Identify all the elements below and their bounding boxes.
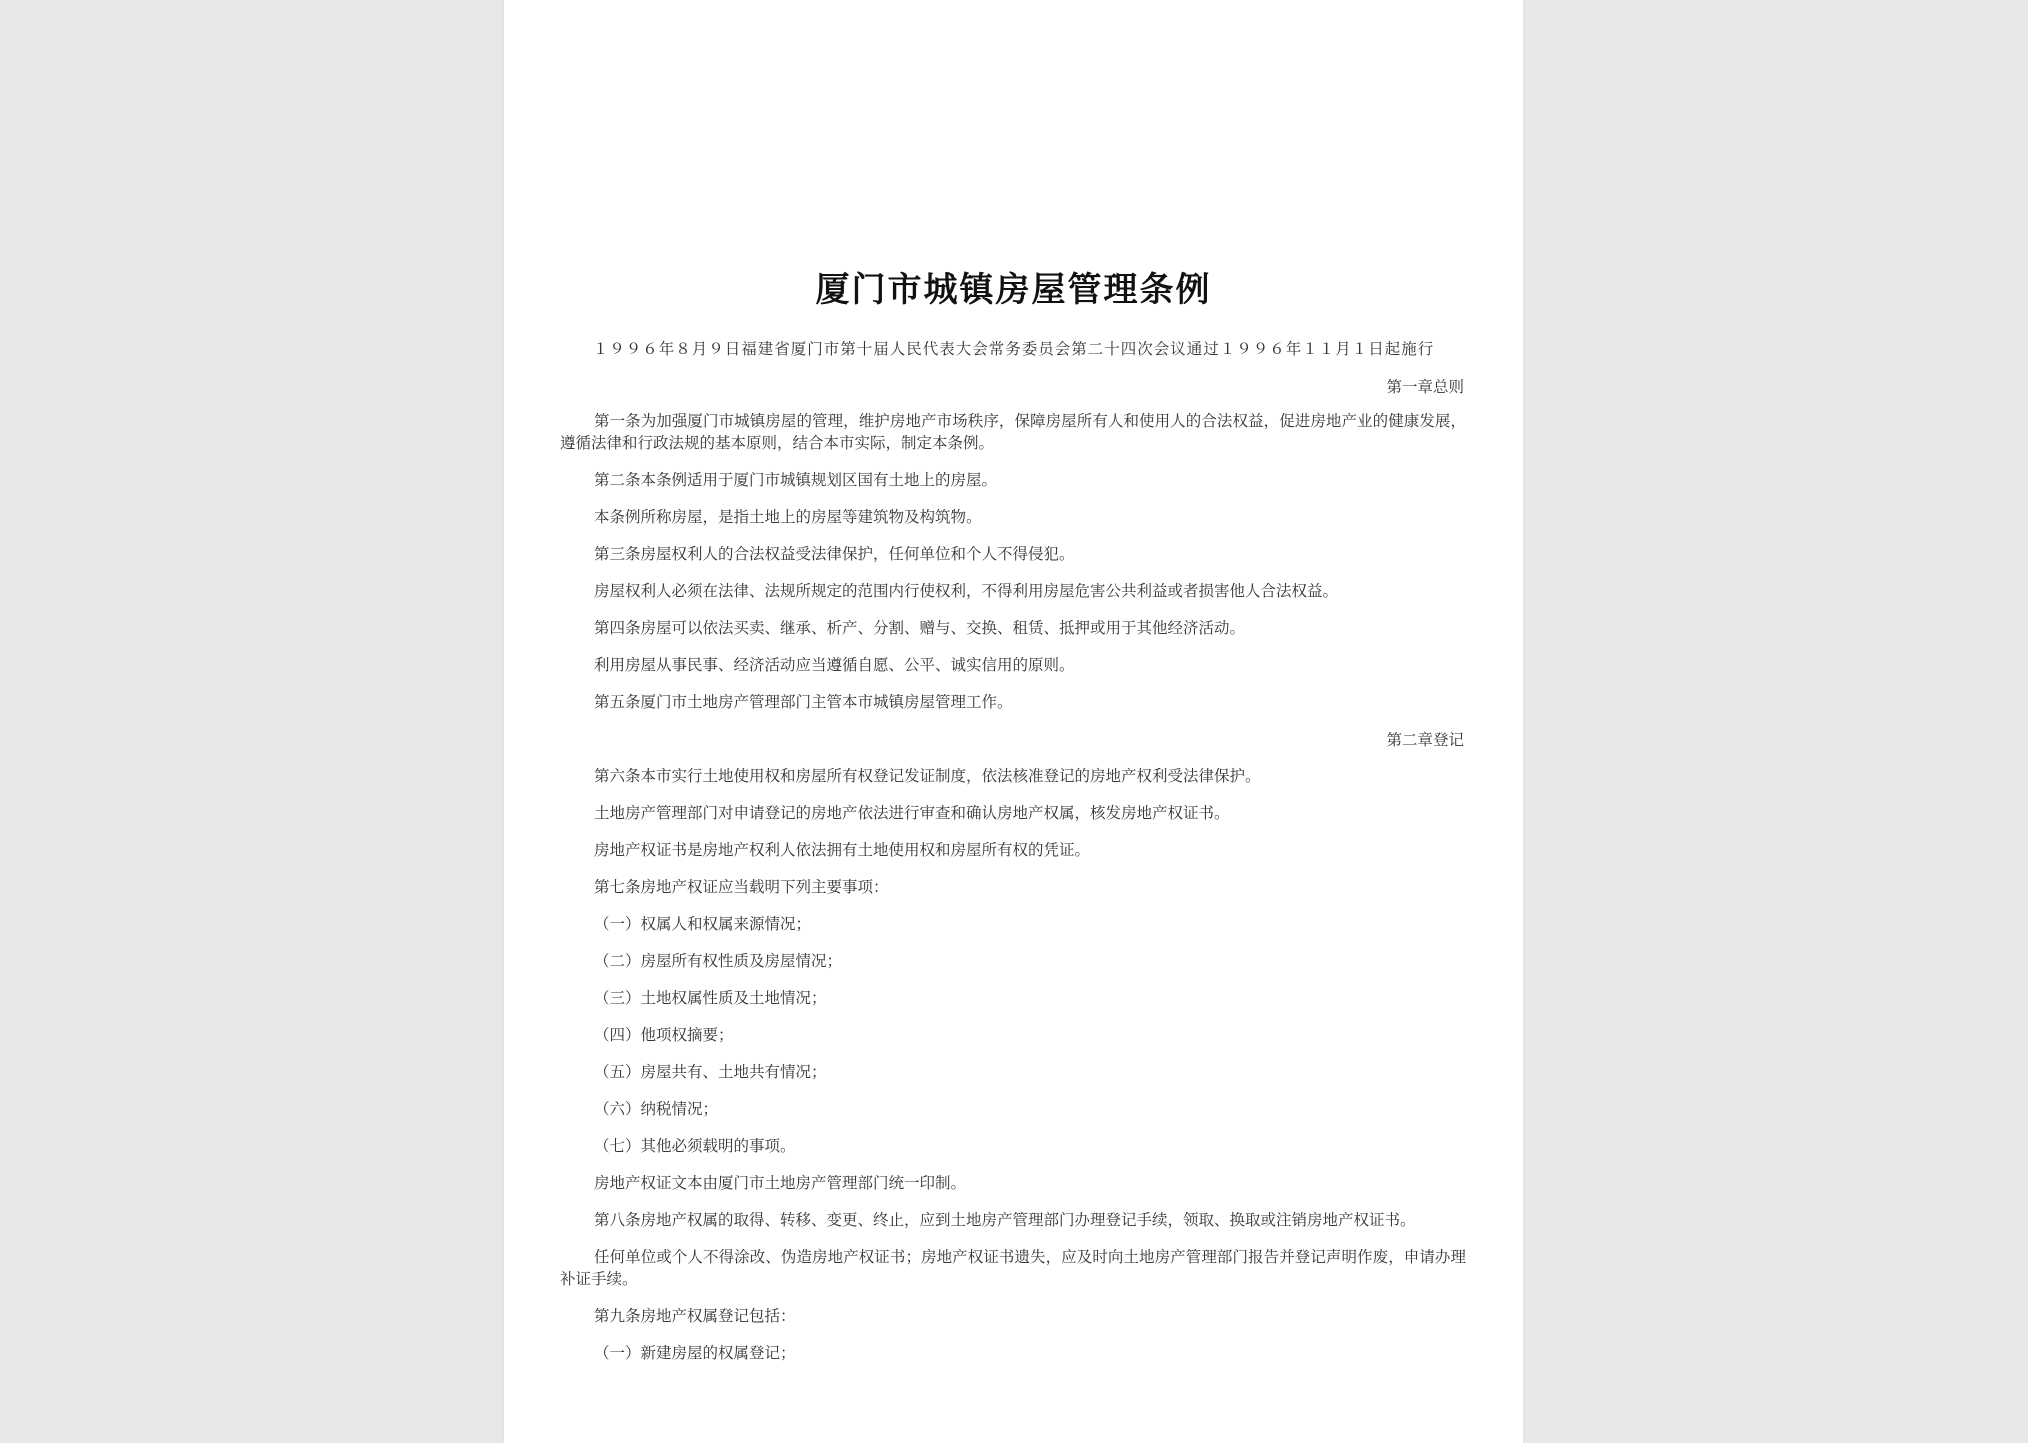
paragraph: 第七条房地产权证应当载明下列主要事项： <box>594 878 889 896</box>
list-item: （一）新建房屋的权属登记； <box>594 1344 796 1362</box>
paragraph: 第八条房地产权属的取得、转移、变更、终止，应到土地房产管理部门办理登记手续，领取、换取或注销房地产权证书。 <box>594 1211 1416 1229</box>
paragraph: 第四条房屋可以依法买卖、继承、析产、分割、赠与、交换、租赁、抵押或用于其他经济活动。 <box>594 619 1246 637</box>
paragraph: 房屋权利人必须在法律、法规所规定的范围内行使权利，不得利用房屋危害公共利益或者损害他人合法权益。 <box>594 582 1339 600</box>
chapter-heading-1: 第一章总则 <box>1386 378 1464 396</box>
paragraph: 房地产权证书是房地产权利人依法拥有土地使用权和房屋所有权的凭证。 <box>594 841 1091 859</box>
list-item: （三）土地权属性质及土地情况； <box>594 989 827 1007</box>
paragraph: 任何单位或个人不得涂改、伪造房地产权证书；房地产权证书遗失，应及时向土地房产管理部门报告并登记声明作废，申请办理补证手续。 <box>560 1248 1466 1288</box>
paragraph: 第六条本市实行土地使用权和房屋所有权登记发证制度，依法核准登记的房地产权利受法律保护。 <box>594 767 1261 785</box>
paragraph: 第九条房地产权属登记包括： <box>594 1307 796 1325</box>
chapter-heading-2: 第二章登记 <box>1386 731 1464 749</box>
paragraph: 第三条房屋权利人的合法权益受法律保护，任何单位和个人不得侵犯。 <box>594 545 1075 563</box>
list-item: （二）房屋所有权性质及房屋情况； <box>594 952 843 970</box>
paragraph: 第二条本条例适用于厦门市城镇规划区国有土地上的房屋。 <box>594 471 998 489</box>
list-item: （六）纳税情况； <box>594 1100 719 1118</box>
paragraph: 利用房屋从事民事、经济活动应当遵循自愿、公平、诚实信用的原则。 <box>594 656 1075 674</box>
document-title: 厦门市城镇房屋管理条例 <box>815 270 1212 310</box>
list-item: （五）房屋共有、土地共有情况； <box>594 1063 827 1081</box>
list-item: （四）他项权摘要； <box>594 1026 734 1044</box>
list-item: （一）权属人和权属来源情况； <box>594 915 812 933</box>
paragraph: 本条例所称房屋，是指土地上的房屋等建筑物及构筑物。 <box>594 508 982 526</box>
list-item: （七）其他必须载明的事项。 <box>594 1137 796 1155</box>
paragraph: 土地房产管理部门对申请登记的房地产依法进行审查和确认房地产权属，核发房地产权证书。 <box>594 804 1230 822</box>
paragraph: 房地产权证文本由厦门市土地房产管理部门统一印制。 <box>594 1174 967 1192</box>
paragraph: 第一条为加强厦门市城镇房屋的管理，维护房地产市场秩序，保障房屋所有人和使用人的合法权益，促进房地产业的健康发展，遵循法律和行政法规的基本原则，结合本市实际，制定本条例。 <box>560 412 1466 452</box>
document-page <box>504 0 1523 1443</box>
paragraph: 第五条厦门市土地房产管理部门主管本市城镇房屋管理工作。 <box>594 693 1013 711</box>
document-subtitle: １９９６年８月９日福建省厦门市第十届人民代表大会常务委员会第二十四次会议通过１９９６年１１月１日起施行 <box>592 340 1435 358</box>
